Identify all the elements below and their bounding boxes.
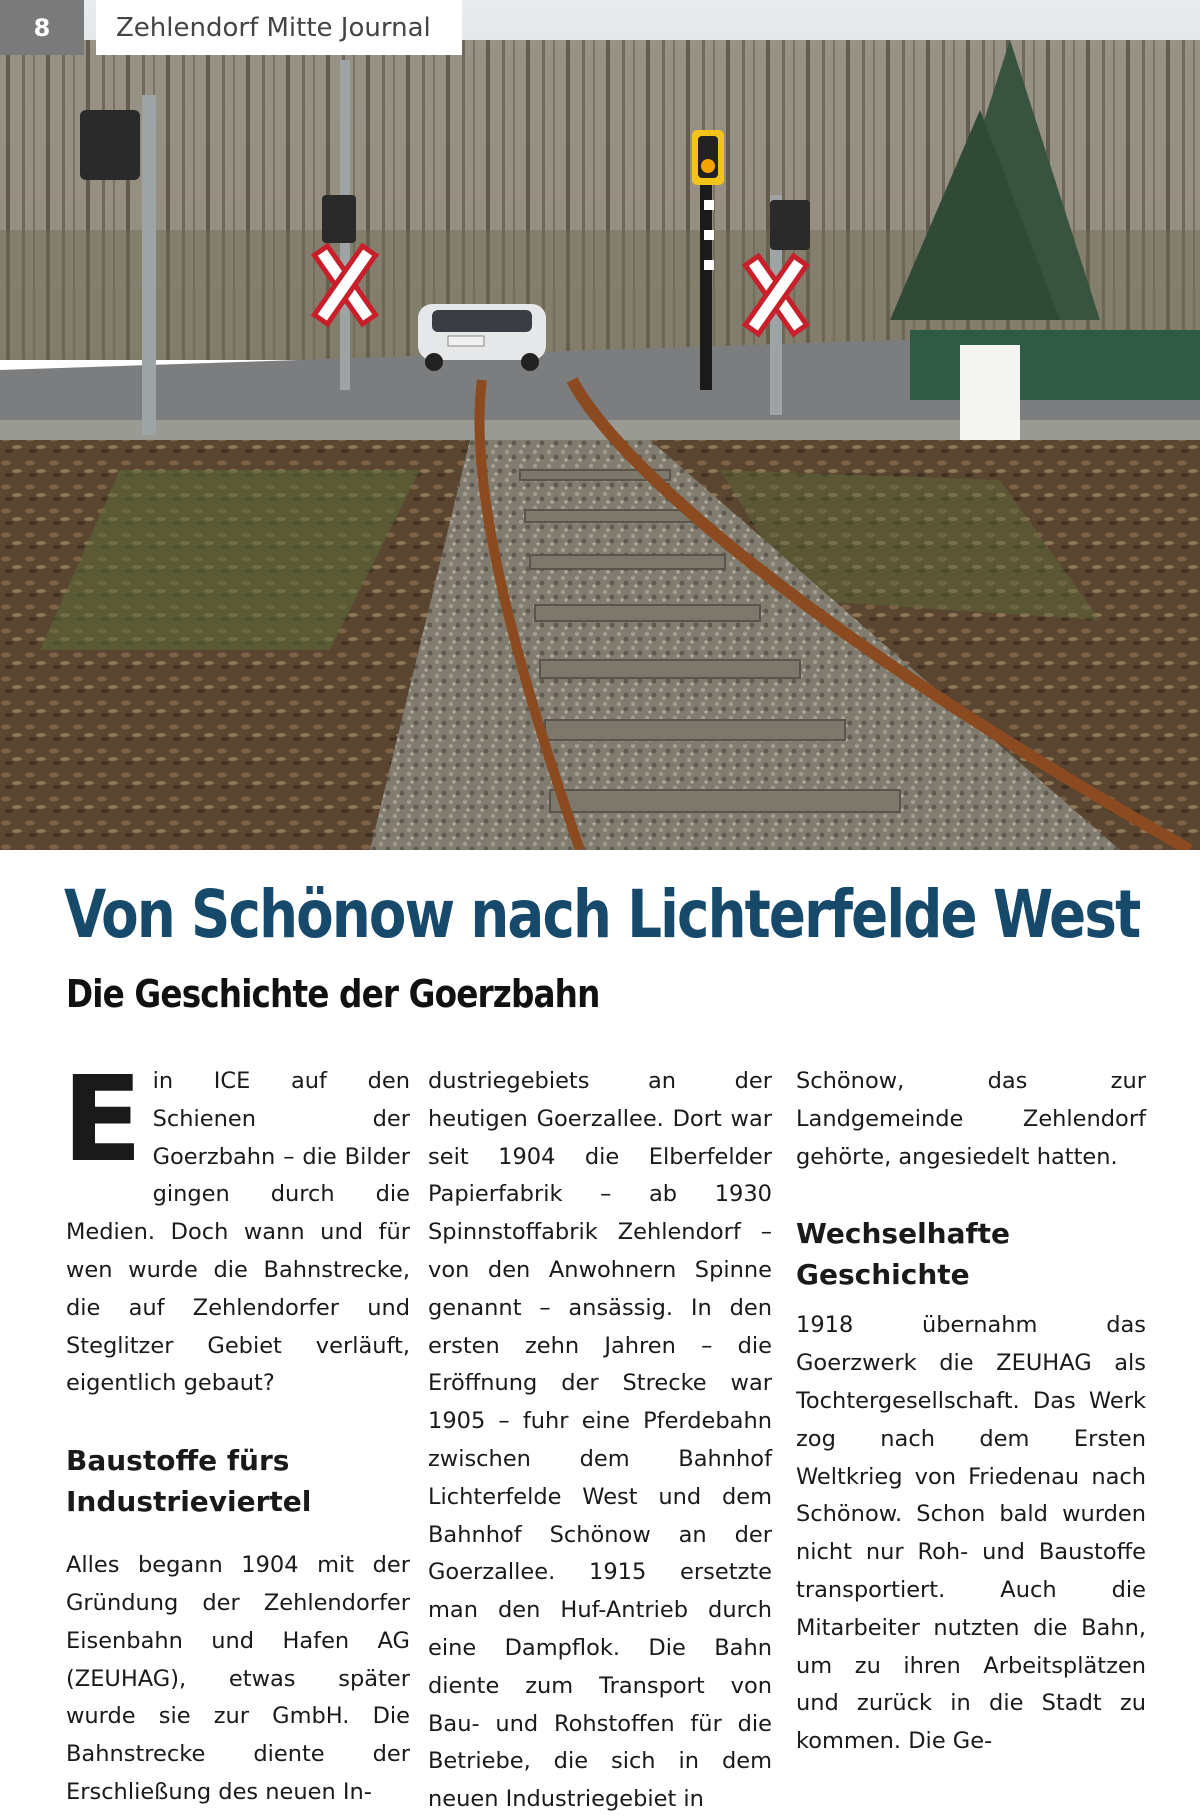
- article-photo: [0, 0, 1200, 850]
- section1-text-a: Alles begann 1904 mit der Gründung der Zehlendorfer Eisenbahn und Hafen AG (ZEUHAG), etwas später wurde sie zur GmbH. Die Bahnstrecke diente der Erschließung des neuen In-: [66, 1552, 410, 1805]
- column-1: [62, 1050, 410, 1812]
- journal-name: Zehlendorf Mitte Journal: [96, 0, 462, 55]
- railway-crossing-icon: [0, 0, 1200, 850]
- page-number: 8: [0, 0, 84, 55]
- section2-text: 1918 übernahm das Goerzwerk die ZEUHAG als Tochtergesellschaft. Das Werk zog nach dem Ersten Weltkrieg von Friedenau nach Schönow. Schon bald wurden nicht nur Roh- und Baustoffe transportiert. Auch die Mitarbeiter nutzten die Bahn, um zu ihren Arbeitsplätzen und zurück in die Stadt zu kommen. Die Ge-: [796, 1312, 1146, 1755]
- intro-text: in ICE auf den Schienen der Goerzbahn – die Bilder gingen durch die Medien. Doch wann und für wen wurde die Bahnstrecke, die auf Zehlendorfer und Steglitzer Gebiet verläuft, eigentlich gebaut?: [66, 1068, 410, 1397]
- section1-text-b: dustriegebiets an der heutigen Goerzallee. Dort war seit 1904 die Elberfelder Papierfabrik – ab 1930 Spinnstoffabrik Zehlendorf – von den Anwohnern Spinne genannt – ansässig. In den ersten zehn Jahren – die Eröffnung der Strecke war 1905 – fuhr eine Pferdebahn zwischen dem Bahnhof Lichterfelde West und dem Bahnhof Schönow an der Goerzallee. 1915 ersetzte man den Huf-Antrieb durch eine Dampflok. Die Bahn diente zum Transport von Bau- und Rohstoffen für die Betriebe, die sich in dem neuen Industriegebiet in: [428, 1068, 772, 1813]
- column-2: [428, 1063, 772, 1819]
- drop-cap: E: [62, 1050, 143, 1188]
- section-heading-baustoffe: Baustoffe fürs Industrieviertel: [66, 1444, 312, 1519]
- section1-text-c: Schönow, das zur Landgemeinde Zehlendorf gehörte, angesiedelt hatten.: [796, 1068, 1146, 1170]
- section-heading-wechselhafte: Wechselhafte Geschichte: [796, 1217, 1011, 1292]
- article-headline: Von Schönow nach Lichterfelde West: [64, 876, 1140, 953]
- article-subtitle: Die Geschichte der Goerzbahn: [66, 972, 600, 1016]
- column-3: [796, 1063, 1146, 1761]
- intro-paragraph: [62, 1050, 410, 1403]
